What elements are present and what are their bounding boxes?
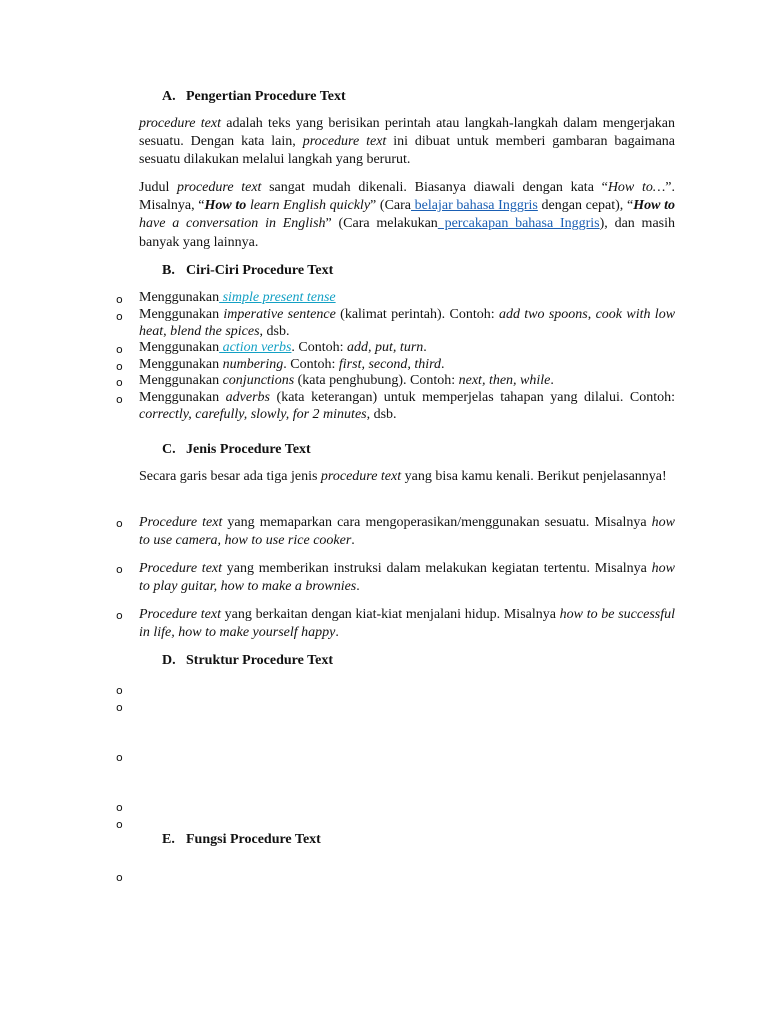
text-run: . Contoh: [291, 340, 348, 355]
bullet-icon: o [116, 751, 123, 764]
text-run: . [351, 533, 355, 549]
text-run: sangat mudah dikenali. Biasanya diawali dengan kata “ [261, 180, 608, 195]
term-procedure-text: Procedure text [139, 561, 223, 576]
term-how-to: How to [633, 198, 675, 214]
text-run: next, then, while [458, 373, 551, 388]
link-belajar-bahasa-inggris[interactable]: belajar bahasa Inggris [411, 198, 538, 214]
text-run: (kalimat perintah). Contoh: [335, 307, 499, 322]
paragraph-a1 [139, 115, 675, 170]
list-item [139, 560, 675, 596]
heading-section-e [162, 831, 321, 848]
bullet-icon: o [116, 684, 123, 697]
text-run: ” (Cara melakukan [325, 216, 438, 232]
link-simple-present-tense[interactable]: simple present tense [219, 290, 336, 305]
term-procedure-text: procedure text [320, 469, 402, 484]
bullet-icon: o [116, 801, 123, 814]
heading-label: A. [162, 89, 176, 104]
text-run: conjunctions [222, 373, 295, 388]
list-item [139, 307, 675, 340]
heading-section-a [162, 88, 346, 105]
list-item [139, 373, 675, 390]
text-run: Secara garis besar ada tiga jenis [139, 469, 321, 484]
term-how-to: How to… [607, 180, 666, 195]
text-run: yang memaparkan cara mengoperasikan/menggunakan sesuatu. Misalnya [222, 515, 652, 530]
bullet-icon: o [116, 563, 123, 576]
paragraph-c-intro [139, 468, 675, 486]
text-run: adalah teks yang berisikan perintah atau langkah-langkah dalam mengerjakan sesuatu. Dengan kata lain, [139, 116, 675, 150]
text-run: . [423, 340, 427, 355]
text-run: ” (Cara [370, 198, 412, 214]
text-run: adverbs [225, 390, 270, 405]
list-item [139, 290, 675, 307]
heading-label: E. [162, 832, 175, 847]
term-how-to: How to [204, 198, 247, 214]
link-percakapan-bahasa-inggris[interactable]: percakapan bahasa Inggris [437, 216, 600, 232]
text-run: yang memberikan instruksi dalam melakukan kegiatan tertentu. Misalnya [222, 561, 652, 576]
text-run: correctly, carefully, slowly, for 2 minutes [139, 406, 367, 422]
text-run: Menggunakan [139, 307, 224, 322]
text-run: Menggunakan [139, 290, 220, 305]
text-run: numbering [222, 357, 284, 372]
text-run: (kata penghubung). Contoh: [294, 373, 459, 388]
heading-label: C. [162, 442, 176, 457]
text-run: blend the spices [170, 323, 260, 339]
text-run: ”. Misalnya, “ [139, 180, 675, 214]
text-run: . [550, 373, 554, 388]
text-run: imperative sentence [223, 307, 336, 322]
bullet-icon: o [116, 517, 123, 530]
bullet-icon: o [116, 393, 123, 406]
text-run: ), dan masih banyak yang lainnya. [139, 216, 675, 250]
heading-title: Pengertian Procedure Text [186, 89, 346, 104]
text-run: . [356, 579, 360, 595]
text-run: cook with low heat [139, 307, 676, 339]
bullet-icon: o [116, 818, 123, 831]
paragraph-a2 [139, 179, 675, 252]
bullet-icon: o [116, 871, 123, 884]
heading-title: Jenis Procedure Text [186, 442, 311, 457]
text-run: yang bisa kamu kenali. Berikut penjelasannya! [401, 469, 667, 484]
text-run: Menggunakan [139, 357, 223, 372]
list-item [139, 390, 675, 423]
bullet-icon: o [116, 343, 123, 356]
example-title: have a conversation in English [139, 216, 326, 232]
heading-section-d [162, 652, 333, 669]
list-item [139, 514, 675, 550]
text-run: , [163, 323, 171, 339]
text-run: ini dibuat untuk memberi gambaran bagaimana sesuatu dilakukan melalui langkah yang berurut. [139, 134, 675, 168]
text-run: how to use camera, how to use rice cooker [139, 515, 675, 549]
list-item [139, 357, 675, 374]
text-run: (kata keterangan) untuk memperjelas tahapan yang dilalui. Contoh: [269, 390, 675, 405]
text-run: . [335, 625, 339, 641]
heading-section-b [162, 262, 333, 279]
text-run: , [587, 307, 596, 322]
bullet-icon: o [116, 376, 123, 389]
text-run: add, put, turn [347, 340, 424, 355]
bullet-icon: o [116, 293, 123, 306]
text-run: Menggunakan [139, 373, 223, 388]
text-run: , dsb. [366, 406, 397, 422]
term-procedure-text: Procedure text [139, 515, 223, 530]
list-item [139, 340, 675, 357]
text-run: first, second, third [338, 357, 442, 372]
text-run: Menggunakan [139, 390, 226, 405]
bullet-icon: o [116, 310, 123, 323]
heading-title: Struktur Procedure Text [186, 653, 334, 668]
text-run: . [441, 357, 445, 372]
bullet-icon: o [116, 609, 123, 622]
term-procedure-text: procedure text [302, 134, 387, 150]
list-item [139, 606, 675, 642]
text-run: Judul [139, 180, 178, 195]
bullet-icon: o [116, 701, 123, 714]
text-run: Menggunakan [139, 340, 220, 355]
text-run: how to play guitar, how to make a brownies [139, 561, 675, 595]
heading-label: D. [162, 653, 176, 668]
text-run: yang berkaitan dengan kiat-kiat menjalani hidup. Misalnya [220, 607, 560, 622]
heading-section-c [162, 441, 311, 458]
term-procedure-text: procedure text [177, 180, 262, 195]
text-run: , dsb. [259, 323, 290, 339]
text-run: . Contoh: [283, 357, 339, 372]
example-title: learn English quickly [246, 198, 371, 214]
text-run: how to be successful in life, how to make yourself happy [139, 607, 675, 641]
heading-label: B. [162, 263, 175, 278]
text-run: add two spoons [498, 307, 588, 322]
link-action-verbs[interactable]: action verbs [219, 340, 292, 355]
text-run: dengan cepat), “ [537, 198, 634, 214]
term-procedure-text: Procedure text [139, 607, 221, 622]
heading-title: Fungsi Procedure Text [186, 832, 321, 847]
bullet-icon: o [116, 360, 123, 373]
term-procedure-text: procedure text [139, 116, 221, 131]
heading-title: Ciri-Ciri Procedure Text [186, 263, 334, 278]
